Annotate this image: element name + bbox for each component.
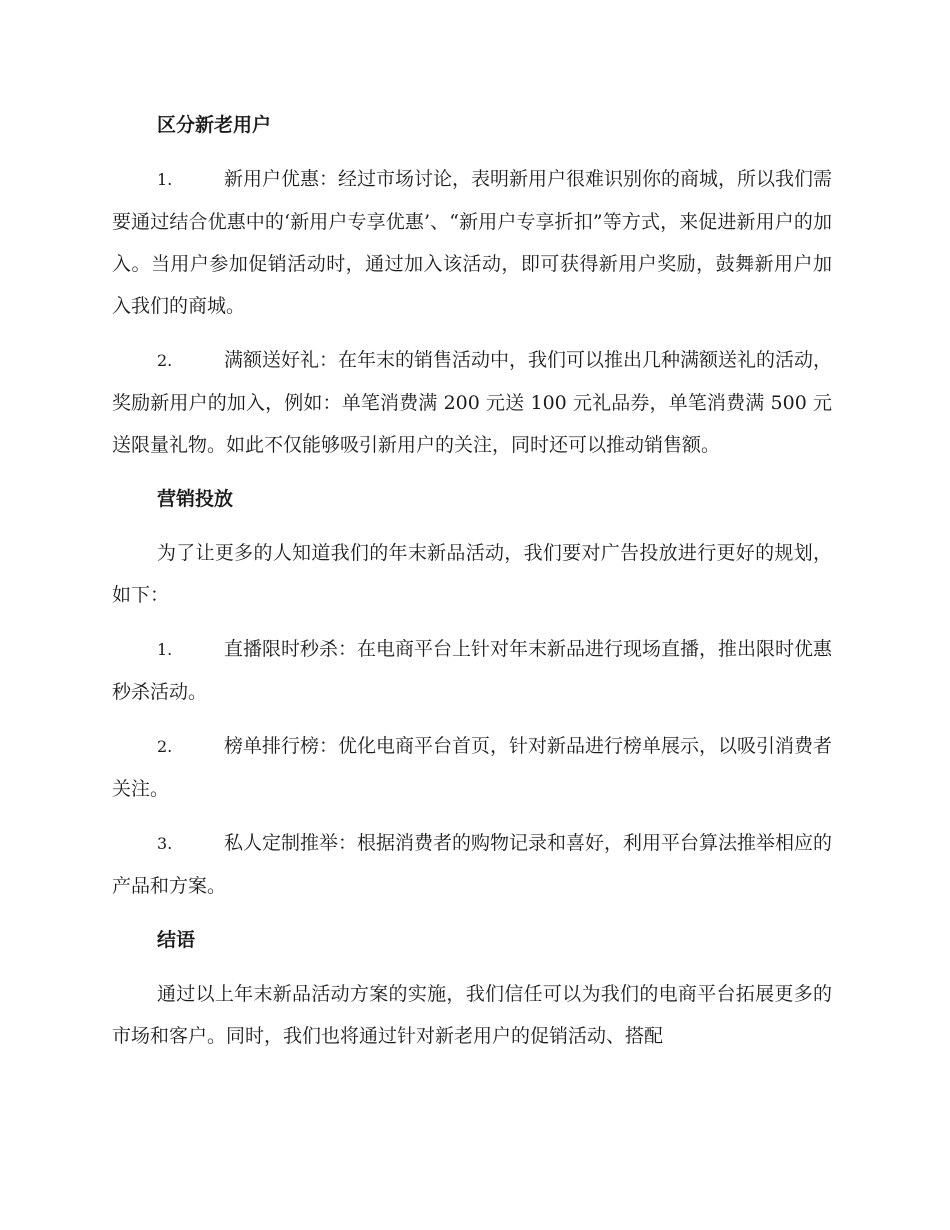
list-item [112,822,832,907]
list-item-text: 榜单排行榜：优化电商平台首页，针对新品进行榜单展示，以吸引消费者关注。 [112,735,833,800]
list-item [112,628,832,713]
list-item-number: 1. [157,170,173,189]
conclusion-paragraph: 通过以上年末新品活动方案的实施，我们信任可以为我们的电商平台拓展更多的市场和客户。同时，我们也将通过针对新老用户的促销活动、搭配 [112,983,832,1047]
list-item-number: 2. [157,737,173,756]
list-item-number: 2. [157,351,173,370]
list-item [112,158,832,327]
list-item-number: 1. [157,640,173,659]
list-item [112,339,832,466]
list-item [112,725,832,810]
list-item-text: 直播限时秒杀：在电商平台上针对年末新品进行现场直播，推出限时优惠秒杀活动。 [112,638,833,703]
section-heading-marketing: 营销投放 [157,488,234,510]
list-item-text: 新用户优惠：经过市场讨论，表明新用户很难识别你的商城，所以我们需要通过结合优惠中的‘新用户专享优惠’、“新用户专享折扣”等方式，来促进新用户的加入。当用户参加促销活动时，通过加入该活动，即可获得新用户奖励，鼓舞新用户加入我们的商城。 [112,168,833,317]
list-item-text: 私人定制推举：根据消费者的购物记录和喜好，利用平台算法推举相应的产品和方案。 [112,832,833,897]
list-item-text: 满额送好礼：在年末的销售活动中，我们可以推出几种满额送礼的活动，奖励新用户的加入，例如：单笔消费满 200 元送 100 元礼品券，单笔消费满 500 元送限量礼物。如此不仅能够吸引新用户的关注，同时还可以推动销售额。 [112,349,833,456]
list-item-number: 3. [157,834,173,853]
section-intro-paragraph: 为了让更多的人知道我们的年末新品活动，我们要对广告投放进行更好的规划，如下： [112,542,832,606]
document-body [112,104,832,1069]
section-heading-new-old-users: 区分新老用户 [157,114,272,136]
section-heading-conclusion: 结语 [157,929,196,951]
